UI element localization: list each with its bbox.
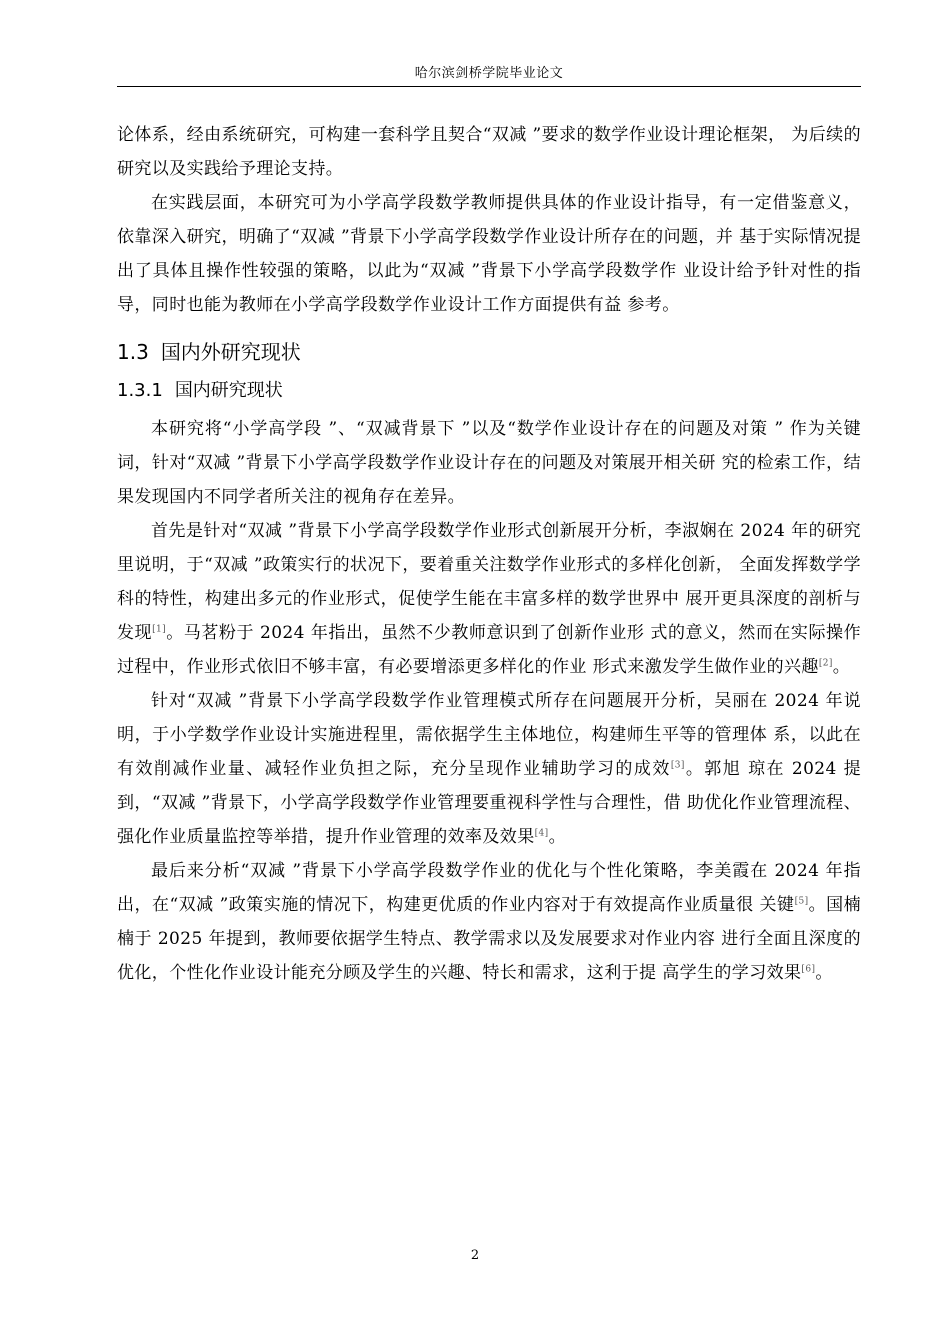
paragraph-text: 最后来分析“双减 ”背景下小学高学段数学作业的优化与个性化策略，李美霞在 2024 年指出，在“双减 ”政策实施的情况下，构建更优质的作业内容对于有效提高作业质量很 关键: [117, 861, 861, 915]
citation-ref[interactable]: [4]: [534, 828, 549, 839]
header-rule: [117, 86, 861, 87]
paragraph-text: 。郭旭 琼在 2024 提到，“双减 ”背景下，小学高学段数学作业管理要重视科学性与合理性，借 助优化作业管理流程、强化作业质量监控等举措，提升作业管理的效率及效果: [117, 759, 862, 847]
section-number: 1.3: [117, 340, 149, 364]
paragraph-text: 。马茗粉于 2024 年指出，虽然不少教师意识到了创新作业形 式的意义，然而在实际操作过程中，作业形式依旧不够丰富，有必要增添更多样化的作业 形式来激发学生做作业的兴趣: [117, 623, 861, 677]
paragraph-optimization: [117, 854, 861, 990]
paragraph-text: 首先是针对“双减 ”背景下小学高学段数学作业形式创新展开分析，李淑娴在 2024 年的研究里说明，于“双减 ”政策实行的状况下，要着重关注数学作业形式的多样化创新， 全面发挥数学学科的特性，构建出多元的作业形式，促使学生能在丰富多样的数学世界中 展开更具深度的剖析与发现: [117, 521, 861, 643]
citation-ref[interactable]: [1]: [152, 624, 167, 635]
subsection-number: 1.3.1: [117, 380, 163, 401]
subsection-heading: [117, 376, 861, 406]
citation-ref[interactable]: [6]: [801, 964, 816, 975]
paragraph-text: 针对“双减 ”背景下小学高学段数学作业管理模式所存在问题展开分析，吴丽在 2024 年说明，于小学数学作业设计实施进程里，需依据学生主体地位，构建师生平等的管理体 系，以此在有效削减作业量、减轻作业负担之际，充分呈现作业辅助学习的成效: [117, 691, 861, 779]
citation-ref[interactable]: [5]: [794, 896, 809, 907]
page-content: [117, 118, 861, 990]
section-heading: [117, 336, 861, 368]
paragraph-practice: 在实践层面，本研究可为小学高学段数学教师提供具体的作业设计指导，有一定借鉴意义，依靠深入研究，明确了“双减 ”背景下小学高学段数学作业设计所存在的问题，并 基于实际情况提出了具体且操作性较强的策略，以此为“双减 ”背景下小学高学段数学作 业设计给予针对性的指导，同时也能为教师在小学高学段数学作业设计工作方面提供有益 参考。: [117, 193, 861, 315]
section-title: 国内外研究现状: [160, 340, 301, 364]
paragraph-keywords: 本研究将“小学高学段 ”、“双减背景下 ”以及“数学作业设计存在的问题及对策 ” 作为关键词，针对“双减 ”背景下小学高学段数学作业设计存在的问题及对策展开相关研 究的检索工作，结果发现国内不同学者所关注的视角存在差异。: [117, 419, 861, 507]
citation-ref[interactable]: [2]: [818, 658, 833, 669]
paragraph-text: 。国楠楠于 2025 年提到，教师要依据学生特点、教学需求以及发展要求对作业内容 进行全面且深度的优化，个性化作业设计能充分顾及学生的兴趣、特长和需求，这利于提 高学生的学习效果: [117, 895, 862, 983]
citation-ref[interactable]: [3]: [670, 760, 685, 771]
paragraph-form-innovation: [117, 514, 861, 684]
paragraph-text: 。: [548, 827, 566, 847]
paragraph-management: [117, 684, 861, 854]
paragraph-text: 。: [815, 963, 833, 983]
page-header: 哈尔滨剑桥学院毕业论文: [414, 66, 564, 81]
paragraph-continuation: 论体系，经由系统研究，可构建一套科学且契合“双减 ”要求的数学作业设计理论框架， 为后续的研究以及实践给予理论支持。: [117, 125, 861, 179]
subsection-title: 国内研究现状: [174, 380, 283, 401]
page-number: 2: [470, 1248, 480, 1263]
paragraph-text: 。: [832, 657, 851, 677]
